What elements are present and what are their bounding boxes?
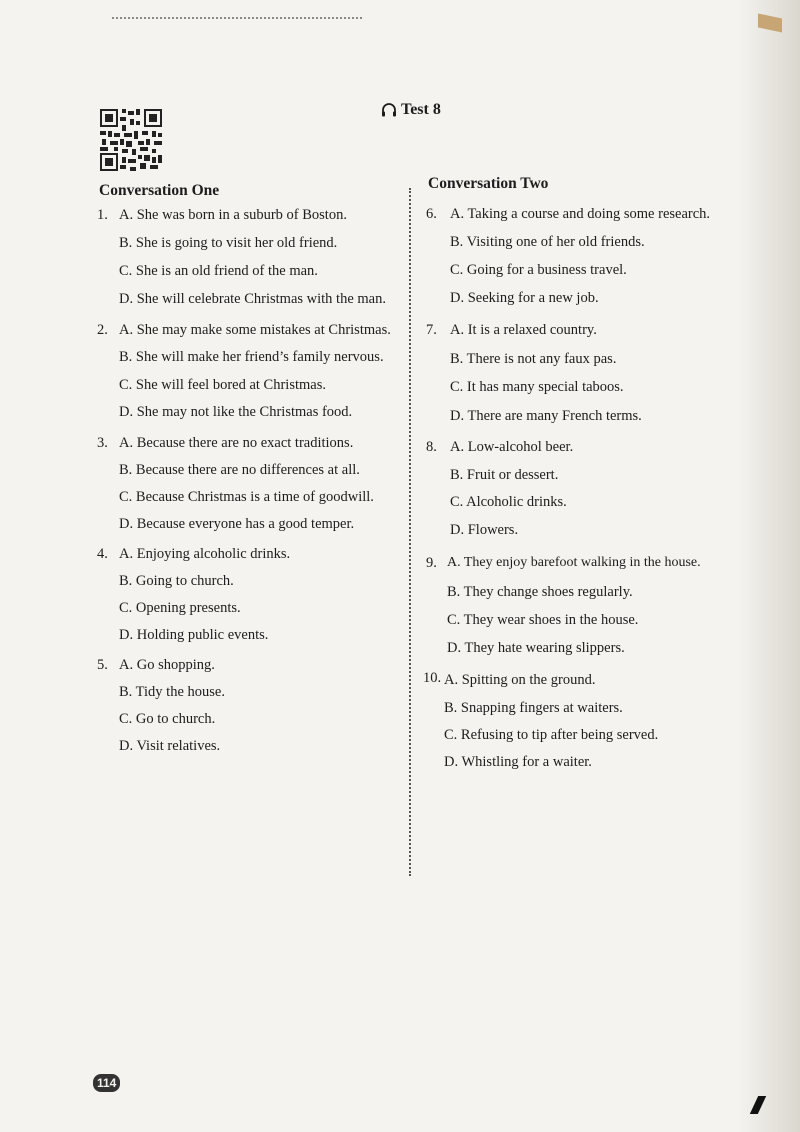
question-number: 3.: [97, 435, 108, 451]
option-d: D. Visit relatives.: [119, 738, 221, 754]
option-a: A. She was born in a suburb of Boston.: [119, 207, 347, 223]
question-number: 9.: [426, 555, 437, 571]
question-number: 10.: [423, 670, 442, 686]
option-b: B. Tidy the house.: [119, 684, 225, 700]
option-b: B. Going to church.: [119, 573, 234, 589]
option-b: B. Visiting one of her old friends.: [450, 234, 645, 250]
option-b: B. Snapping fingers at waiters.: [444, 700, 623, 716]
option-d: D. Holding public events.: [119, 627, 269, 643]
option-c: C. She is an old friend of the man.: [119, 263, 318, 279]
option-b: B. Because there are no differences at all.: [119, 462, 360, 478]
option-b: B. There is not any faux pas.: [450, 351, 617, 367]
page-edge-shadow: [738, 0, 800, 1132]
option-c: C. Opening presents.: [119, 600, 241, 616]
option-d: D. They hate wearing slippers.: [447, 640, 625, 656]
option-c: C. She will feel bored at Christmas.: [119, 377, 326, 393]
option-a: A. Go shopping.: [119, 657, 215, 673]
conversation-two-heading: Conversation Two: [428, 175, 549, 192]
page-number: 114: [93, 1074, 120, 1092]
option-d: D. There are many French terms.: [450, 408, 642, 424]
option-d: D. Whistling for a waiter.: [444, 754, 592, 770]
test-title: [381, 101, 441, 119]
option-a: A. They enjoy barefoot walking in the house.: [447, 555, 701, 570]
option-b: B. Fruit or dessert.: [450, 467, 559, 483]
option-c: C. They wear shoes in the house.: [447, 612, 639, 628]
question-number: 6.: [426, 206, 437, 222]
question-number: 2.: [97, 322, 108, 338]
question-number: 5.: [97, 657, 108, 673]
option-d: D. She will celebrate Christmas with the man.: [119, 291, 386, 307]
question-number: 7.: [426, 322, 437, 338]
option-c: C. Alcoholic drinks.: [450, 494, 567, 510]
option-c: C. Go to church.: [119, 711, 216, 727]
qr-code-icon: [98, 107, 164, 173]
option-a: A. She may make some mistakes at Christmas.: [119, 322, 391, 338]
option-a: A. Low-alcohol beer.: [450, 439, 574, 455]
conversation-one-heading: Conversation One: [99, 182, 220, 199]
option-b: B. She is going to visit her old friend.: [119, 235, 338, 251]
option-c: C. It has many special taboos.: [450, 379, 624, 395]
question-number: 8.: [426, 439, 437, 455]
option-a: A. Taking a course and doing some research.: [450, 206, 711, 222]
question-number: 1.: [97, 207, 108, 223]
test-title-text: Test 8: [401, 101, 441, 118]
question-number: 4.: [97, 546, 108, 562]
option-b: B. They change shoes regularly.: [447, 584, 633, 600]
option-d: D. Seeking for a new job.: [450, 290, 599, 306]
option-a: A. Enjoying alcoholic drinks.: [119, 546, 291, 562]
option-a: A. Because there are no exact traditions.: [119, 435, 354, 451]
option-c: C. Because Christmas is a time of goodwill.: [119, 489, 374, 505]
option-a: A. It is a relaxed country.: [450, 322, 597, 338]
column-divider: [409, 188, 411, 876]
headphones-icon: [381, 103, 397, 117]
option-c: C. Going for a business travel.: [450, 262, 627, 278]
option-c: C. Refusing to tip after being served.: [444, 727, 659, 743]
top-rule: [112, 17, 362, 19]
option-a: A. Spitting on the ground.: [444, 672, 596, 688]
option-d: D. Flowers.: [450, 522, 519, 538]
option-d: D. Because everyone has a good temper.: [119, 516, 355, 532]
option-b: B. She will make her friend’s family nervous.: [119, 349, 384, 365]
option-d: D. She may not like the Christmas food.: [119, 404, 353, 420]
